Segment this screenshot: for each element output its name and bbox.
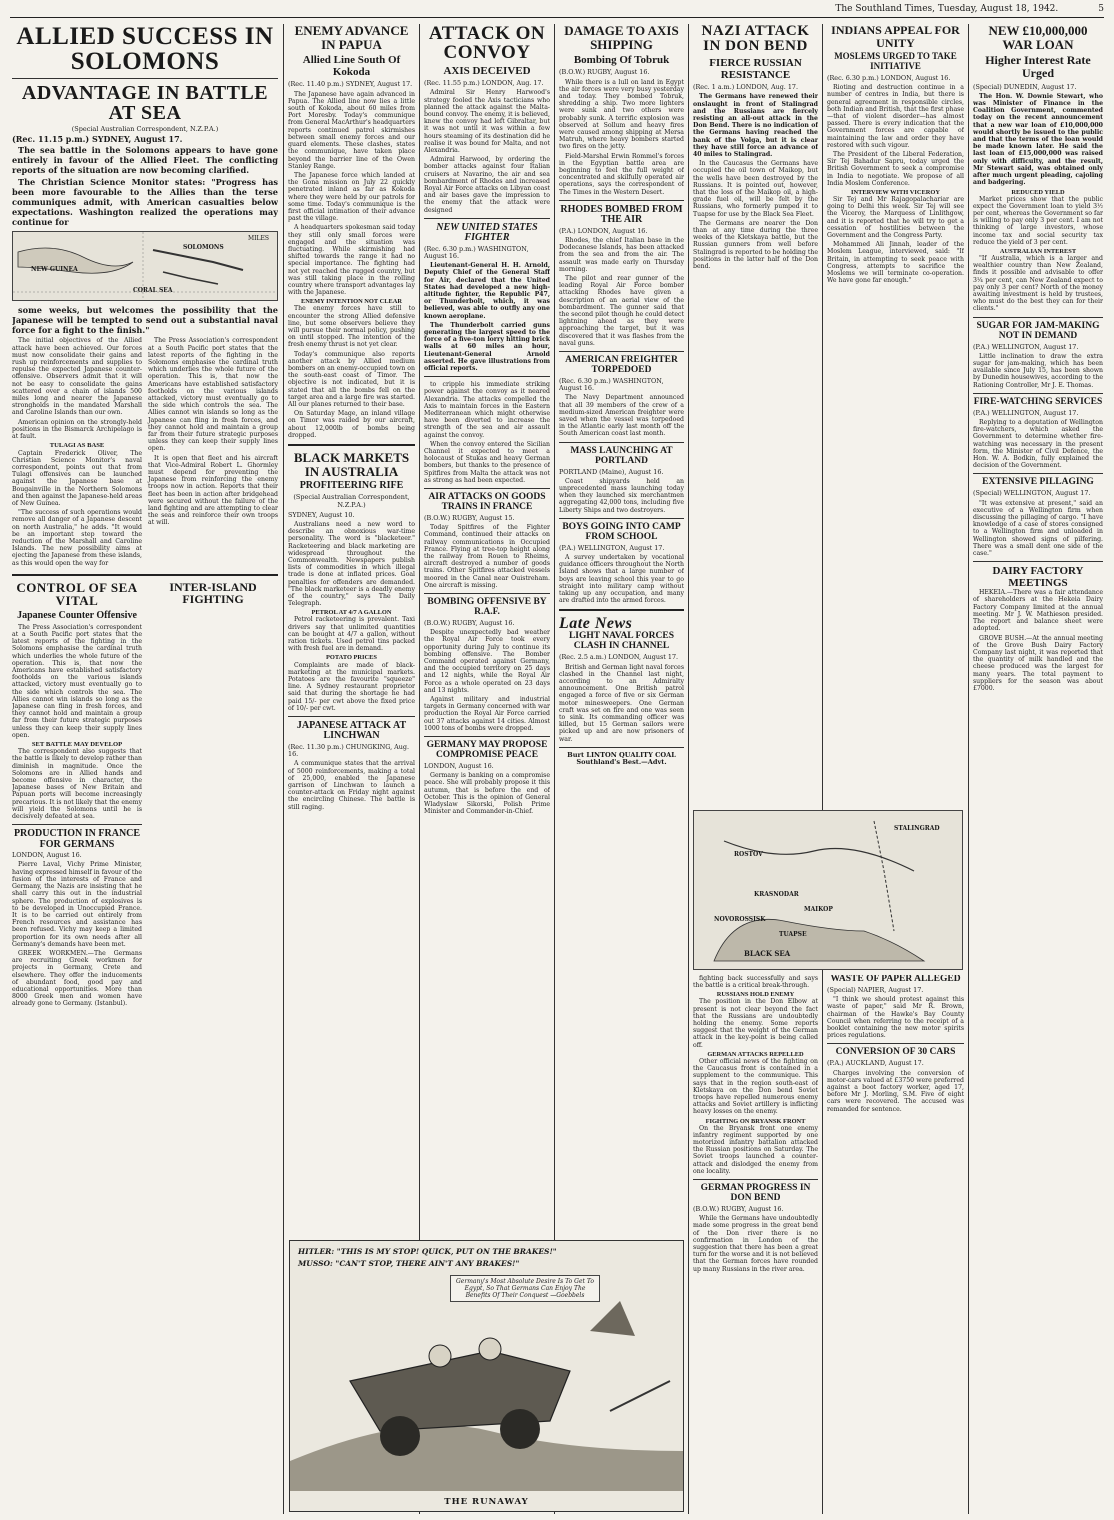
masthead-page: 5 [1098,4,1104,14]
advertisement: Burt LINTON QUALITY COAL Southland's Best.—Advt. [567,750,676,766]
headline-waste-paper: WASTE OF PAPER ALLEGED [830,975,961,984]
article-paragraph: Rioting and destruction continue in a number of centres in India, but there is general agreement in responsible circles, both Indian and British, that the first phase—that of violent disorder—has almost passed. There is every indication that the Government forces are capable of maintaining the law and order they have restored with such vigour. [827,84,964,149]
headline-damage-axis-shipping: DAMAGE TO AXIS SHIPPING [564,24,679,52]
headline-linchwan: JAPANESE ATTACK AT LINCHWAN [296,719,407,742]
headline-control-of-sea: CONTROL OF SEA VITAL [16,579,138,608]
subheadline: Bombing Of Tobruk [573,54,670,67]
subheading: TULAGI AS BASE [49,442,105,450]
article-paragraph: Other official news of the fighting on the Caucasus front is contained in a supplement to the communique. This says that in the region south-east of Kletskaya on the Don bend Soviet troops have repelled numerous enemy attacks and Soviet artillery is inflicting heavy losses on the enemy. [693,1057,818,1116]
article-paragraph: Little inclination to draw the extra sugar for jam-making, which has been available since July 15, has been shown by Dunedin housewives, according to the Rationing Controller, Mr J. E. Thomas. [973,352,1103,389]
subheading: FIGHTING ON BRYANSK FRONT [705,1117,806,1125]
article-paragraph: The Navy Department announced that all 39 members of the crew of a medium-sized American freighter were saved when the vessel was torpedoed in the Atlantic early last month off the South American coast last month. [559,394,684,438]
article-paragraph: Admiral Sir Henry Harwood's strategy fooled the Axis tacticians who planned the attack against the Malta-bound convoy. The enemy, it is believed, knew the convoy had left Gibraltar, but it was not until it was within a few hours steaming of its destination did he realise it was bound for Malta, and not Alexandria. [424,89,550,154]
article-paragraph: On Saturday Mage, an inland village on Timor was raided by our aircraft, about 12,000lb of bombs being dropped. [288,410,415,439]
map-label-solomons: SOLOMONS [183,244,224,252]
dateline: (B.O.W.) RUGBY, August 15. [424,513,515,522]
article-paragraph: Germany is banking on a compromise peace. She will probably propose it this autumn, that is before the end of October. This is the opinion of General Wladyslaw Sikorski, Polish Prime Minister and Commander-in-Chief. [424,772,550,816]
map-label-tuapse: TUAPSE [779,931,807,938]
subheading: PETROL AT 4/7 A GALLON [311,609,392,617]
headline-pillaging: EXTENSIVE PILLAGING [982,477,1094,488]
map-label-new-guinea: NEW GUINEA [31,266,78,274]
article-paragraph: Petrol racketeering is prevalent. Taxi drivers say that unlimited quantities can be bought at 4/7 a gallon, without ration tickets. Used petrol tins packed with fresh fuel are in demand. [288,616,415,653]
dateline: SYDNEY, August 10. [288,510,355,519]
dateline: (Special) NAPIER, August 17. [827,985,924,994]
column-india [827,24,964,804]
article-paragraph: The enemy forces have still to encounter the strong Allied defensive line, but some observers believe they will pursue their normal policy, pushing on until stopped. The intention of the fresh enemy thrust is not yet clear. [288,305,415,349]
subheading: REDUCED YIELD [1011,188,1065,196]
subheading: INTERVIEW WITH VICEROY [851,189,940,197]
column-convoy [424,24,550,1234]
dateline: (Rec. 11.55 p.m.) LONDON, Aug. 17. [424,79,544,88]
dateline: PORTLAND (Maine), August 16. [559,467,664,476]
dateline: LONDON, August 16. [12,851,82,860]
cartoon-speech-musso: MUSSO: "CAN'T STOP, THERE AIN'T ANY BRAKES!" [298,1259,520,1268]
article-paragraph: Sir Tej and Mr Rajagopalachariar are going to Delhi this week. Sir Tej will see the Viceroy, the Marquess of Linlithgow, and it is reported that he will try to get a cessation of hostilities between the Government and the Congress Party. [827,196,964,240]
column-rule [283,24,284,1514]
headline-war-loan: NEW £10,000,000 WAR LOAN [988,24,1088,52]
article-paragraph: Today Spitfires of the Fighter Command, continued their attacks on railway communications in Occupied France. Flying at tree-top height along the railway from Rouen to Rheims, aircraft destroyed a number of goods trains. Other Spitfires attacked vessels moored in the Canal near Ouistreham. One aircraft is missing. [424,524,550,589]
headline-nazi-attack: NAZI ATTACK IN DON BEND [701,24,810,54]
map-graphic [694,811,962,969]
article-paragraph: The Press Association's correspondent at a South Pacific port states that the latest reports of the fighting in the Solomons emphasise the cardinal truth which underlies the whole future of the operation. This is, that now the Americans have established satisfactory footholds on the various islands attacked, victory must eventually go to the side which controls the sea. The Allies cannot win islands so long as the Japanese can fling in fresh forces, and they cannot hold and maintain a group far from their future strategic purposes unless they can keep their supply lines open. [148,337,278,453]
column-axis-shipping [559,24,684,1234]
headline-attack-on-convoy: ATTACK ON CONVOY [428,24,546,63]
subheading: POTATO PRICES [326,654,377,662]
column-don-bend-continued [693,975,818,1510]
lead-paragraph: The sea battle in the Solomons appears to have gone entirely in favour of the Allied Fleet. The conflicting reports of the situation are now becoming clarified. [12,145,278,176]
subheading: RUSSIANS HOLD ENEMY [716,991,795,999]
dateline: (B.O.W.) RUGBY, August 16. [559,68,650,77]
column-solomons [12,24,278,1514]
article-paragraph: The position in the Don Elbow at present is not clear beyond the fact that the Russians are undoubtedly holding the enemy. Some reports suggest that the weight of the German attack in the key-point is being called off. [693,998,818,1049]
cartoon-speech-hitler: HITLER: "THIS IS MY STOP! QUICK, PUT ON THE BRAKES!" [298,1247,557,1256]
subheadline: AXIS DECEIVED [443,65,531,77]
article-paragraph: While there is a lull on land in Egypt the air forces were very busy yesterday and today. They bombed Tobruk, shredding a ship. Two more lighters were sunk and two others were probably sunk. A terrific explosion was observed at Sollum and heavy fires were caused among shipping at Mersa Matruh, where heavy bombers started two fires on the jetty. [559,78,684,151]
article-paragraph: When the convoy entered the Sicilian Channel it expected to meet a holocaust of Stukas and heavy German bombers, but thanks to the presence of Spitfires from Malta the attack was not as strong as had been expected. [424,440,550,484]
subheading: ENEMY INTENTION NOT CLEAR [300,298,403,306]
dateline: (B.O.W.) RUGBY, August 16. [424,618,515,627]
article-paragraph: fighting back successfully and says the battle is a critical break-through. [693,975,818,990]
map-label-stalingrad: STALINGRAD [894,825,940,832]
headline-bombing-offensive: BOMBING OFFENSIVE BY R.A.F. [427,597,547,617]
subheading: SET BATTLE MAY DEVELOP [31,741,123,748]
article-paragraph: GROVE BUSH.—At the annual meeting of the Grove Bush Dairy Factory Company last night, it was reported that the quantity of milk handled and the cheese produced was the largest for many years. The total payment to suppliers for the season was about £7000. [973,634,1103,692]
headline-us-fighter: NEW UNITED STATES FIGHTER [436,221,538,244]
map-label-coral-sea: CORAL SEA [133,287,173,295]
article-paragraph: "The success of such operations would remove all danger of a Japanese descent on north Australia," he adds. "It would be an important step toward the reduction of the Marshall and Caroline Islands. The new possibility aims at ejecting the Japanese from these islands, as this would open the way for [12,509,142,567]
article-paragraph: Lieutenant-General H. H. Arnold, Deputy Chief of the General Staff for Air, declared that the United States had developed a new high-altitude fighter, the Republic P47, or Thunderbolt, which, it was believed, was able to outfly any one known aeroplane. [424,262,550,320]
map-label-krasnodar: KRASNODAR [754,891,799,898]
masthead [10,4,1104,18]
byline: (Special Australian Correspondent, N.Z.P.A.) [293,493,410,509]
headline-boys-camp: BOYS GOING INTO CAMP FROM SCHOOL [562,521,681,542]
cartoon-the-runaway [289,1240,684,1512]
article-paragraph: The Germans have renewed their onslaught in front of Stalingrad and the Russians are fiercely resisting an all-out attack in the Don Bend. There is no indication of the Germans having reached the bank of the Volga, but it is clear they have still force an advance of 40 miles to Stalingrad. [693,93,818,159]
headline-production-france: PRODUCTION IN FRANCE FOR GERMANS [13,828,141,850]
map-label-black-sea: BLACK SEA [744,949,791,958]
map-label-novorossisk: NOVOROSSISK [714,916,766,923]
subheadline: PROFITEERING RIFE [299,480,404,492]
article-paragraph: Rhodes, the chief Italian base in the Dodecanese Islands, has been attacked from the sea and from the air. The assault was made early on Thursday morning. [559,237,684,273]
dateline: (Rec. 2.5 a.m.) LONDON, August 17. [559,653,679,662]
column-rule [822,24,823,1514]
article-paragraph: The Japanese have again advanced in Papua. The Allied line now lies a little south of Kokoda, about 60 miles from Port Moresby. Today's communique from General MacArthur's headquarters reports continued patrol skirmishes between small enemy forces and our guard elements. These clashes, states the communique, have taken place beyond the barrier line of the Owen Stanley Range. [288,90,415,170]
dateline: (Rec. 6.30 p.m.) WASHINGTON, August 16. [424,244,529,260]
article-paragraph: While the Germans have undoubtedly made some progress in the great bend of the Don river there is no confirmation in London of the suggestion that there has been a great turn for the worse and it is not believed that the German forces have rounded up many Russians in the river area. [693,1215,818,1273]
article-paragraph: Australians need a new word to describe an obnoxious war-time personality. The word is "blacketeer." Racketeering and black marketing are widespread throughout the Commonwealth. Newspapers publish lists of commodities in which illegal trade is done at inflated prices. Goal penalties for offenders are demanded. "The black marketeer is a deadly enemy of the country," says The Daily Telegraph. [288,520,415,608]
article-paragraph: In the Caucasus the Germans have occupied the oil town of Maikop, but the wells have been destroyed by the Russians. It is pointed out, however, that the loss of the Maikop oil, a high-grade fuel oil, will be felt by the Russians, who formerly pumped it to Tuapse for use by the Black Sea Fleet. [693,160,818,218]
dateline: (Rec. 6.30 p.m.) LONDON, August 16. [827,73,951,82]
late-news-heading: Late News [559,615,633,633]
article-paragraph: The Thunderbolt carried guns generating the largest speed to the force of a five-ton lorry hitting brick walls at 60 miles an hour, Lieutenant-General Arnold asserted. He gave illustrations from official reports. [424,321,550,372]
headline-german-progress: GERMAN PROGRESS IN DON BEND [700,1183,811,1203]
article-paragraph: Replying to a deputation of Wellington fire-watchers, which asked the Government to determine whether fire-watching was necessary in the present form, the Minister of Civil Defence, the Hon. W. A. Bodkin, fully explained the decision of the Government. [973,418,1103,470]
cartoon-drawing [290,1261,683,1491]
column-war-loan [973,24,1103,1514]
lead-paragraph: some weeks, but welcomes the possibility that the Japanese will be tempted to send out a substantial naval force for a fight to the finish." [12,305,278,336]
article-paragraph: Against military and industrial targets in Germany concerned with war production the Royal Air Force carried out 37 attacks against 14 cities. Almost 1000 tons of bombs were dropped. [424,695,550,732]
subheading: GERMAN ATTACKS REPELLED [707,1050,804,1058]
headline-indians-appeal: INDIANS APPEAL FOR UNITY [831,24,960,50]
article-paragraph: Complaints are made of black-marketing at the municipal markets. Potatoes are the favourite "squeeze" line. A Sydney restaurant proprietor said that during the shortage he had paid 15/- per cwt above the fixed price of 10/- per cwt. [288,661,415,712]
solomons-map [12,231,278,301]
dateline: LONDON, August 16. [424,761,494,770]
article-paragraph: On the Bryansk front one enemy infantry regiment supported by one motorized infantry battalion attacked the Russian positions on Saturday. The Soviet troops launched a counter-attack and dislodged the enemy from one locality. [693,1124,818,1175]
article-paragraph: Pierre Laval, Vichy Prime Minister, having expressed himself in favour of the fusion of the interests of France and Germany, the Nazis are insisting that he shall carry this out in the industrial sphere. The production of explosives is to be developed in Unoccupied France. It is to be carried out entirely from French resources and assistance has been refused. Vichy may keep a limited proportion for its own needs after all Germany's demands have been met. [12,861,142,948]
article-paragraph: The President of the Liberal Federation, Sir Tej Bahadur Sapru, today urged the British Government to seek a compromise in India to negotiate. We propose of all India Moslem Conference. [827,151,964,187]
headline-allied-success: ALLIED SUCCESS IN SOLOMONS [16,24,274,75]
headline-dairy-factory: DAIRY FACTORY MEETINGS [992,565,1084,589]
dateline: (Special) WELLINGTON, August 17. [973,489,1091,498]
dateline: (Special) DUNEDIN, August 17. [973,82,1077,91]
subheading: AUSTRALIAN INTEREST [999,247,1077,255]
column-rule [968,24,969,1514]
dateline: (P.A.) LONDON, August 16. [559,226,648,235]
dateline: (P.A.) WELLINGTON, August 17. [973,408,1079,417]
headline-goods-trains: AIR ATTACKS ON GOODS TRAINS IN FRANCE [428,492,546,513]
article-paragraph: to cripple his immediate striking power against the convoy as it neared Alexandria. The attacks compelled the Axis to maintain forces in the Eastern Mediterranean which might otherwise have been diverted to increase the strength of the sea and air assault against the convoy. [424,381,550,439]
headline-channel-clash: LIGHT NAVAL FORCES CLASH IN CHANNEL [568,631,675,652]
article-paragraph: The correspondent also suggests that the battle is likely to develop rather than diminish in magnitude. Once the Solomons are in Allied hands and become offensive in character, the Japanese bases of New Britain and Papuan ports will become increasingly precarious. It is not likely that the enemy will yield the Solomons until he is decisively defeated at sea. [12,748,142,821]
article-paragraph: "I think we should protest against this waste of paper," said Mr R. Brown, chairman of the Hawke's Bay County Council when referring to the receipt of a booklet containing the new motor spirits prices regulations. [827,996,964,1040]
headline-mass-launching: MASS LAUNCHING AT PORTLAND [570,445,673,466]
dateline: (P.A.) WELLINGTON, August 17. [559,543,665,552]
article-paragraph: Mohammed Ali Jinnah, leader of the Moslem League, interviewed, said: "If Britain, in attempting to seek peace with Congress, attempts to sacrifice the Moslems we will terminate co-operation. We have gone far enough." [827,241,964,285]
dateline: (B.O.W.) RUGBY, August 16. [693,1204,784,1213]
subheadline: Japanese Counter Offensive [17,609,137,621]
map-scale-label: MILES [248,235,269,243]
headline-rhodes-bombed: RHODES BOMBED FROM THE AIR [560,203,683,226]
article-paragraph: "If Australia, which is a larger and wealthier country than New Zealand, finds it possible and advisable to offer 3¼ per cent, can New Zealand expect to pay only 3 per cent? North of the money awaiting investment is held by trustees, who must do the best they can for their clients." [973,255,1103,313]
article-paragraph: The Press Association's correspondent at a South Pacific port states that the latest reports of the fighting in the Solomons emphasise the cardinal truth which underlies the whole future of the operation. This is, that now the Americans have established satisfactory footholds on the various islands attacked, victory must eventually go to the side which controls the sea. The Allies cannot win islands so long as the Japanese can fling in fresh forces, and they cannot hold and maintain a group far from their future strategic purposes unless they can keep their supply lines open. [12,623,142,739]
article-paragraph: Market prices show that the public expect the Government loan to yield 3½ per cent, whereas the Government so far is willing to pay only 3 per cent. I am not thinking of large investors, whose income tax and social security tax reduce the yield of 3 per cent. [973,195,1103,246]
article-paragraph: "It was extensive at present," said an executive of a Wellington firm when discussing the pillaging of cargo. "I have knowledge of a case of stores consigned to a Wellington firm and unloaded in Wellington showed signs of pilfering. There was a small dent one side of the case." [973,499,1103,557]
dateline: (Rec. 11.30 p.m.) CHUNGKING, Aug. 16. [288,742,410,759]
headline-advantage: ADVANTAGE IN BATTLE AT SEA [21,82,269,124]
article-paragraph: British and German light naval forces clashed in the Channel last night, according to an Admiralty announcement. One British patrol engaged a force of five or six German motor minesweepers. One German craft was set on fire and one was seen to sink. Its commanding officer was killed, but 15 German sailors were picked up and are now prisoners of war. [559,663,684,743]
article-paragraph: Despite unexpectedly bad weather the Royal Air Force took every opportunity during July to continue its bombing offensive. The Bomber Command operated against Germany, and the occupied territory on 25 days and 12 nights, while the Royal Air Force as a whole operated on 23 days and 13 nights. [424,629,550,694]
article-paragraph: HEKEIA.—There was a fair attendance of shareholders at the Hekeia Dairy Factory Company limited at the annual meeting. Mr J. W. Mathieson presided. The report and balance sheet were adopted. [973,589,1103,633]
headline-sugar: SUGAR FOR JAM-MAKING NOT IN DEMAND [976,320,1100,341]
article-paragraph: GREEK WORKMEN.—The Germans are recruiting Greek workmen for projects in Germany, Crete and elsewhere. They offer the inducements of abundant food, good pay and educational opportunities. More than 8000 Greek men and women have already gone to Germany. (Istanbul). [12,949,142,1008]
caucasus-map [693,810,963,970]
dateline: (P.A.) WELLINGTON, August 17. [973,342,1079,351]
lead-paragraph: The Christian Science Monitor states: "Progress has been more favourable to the Allies than the terse communiques admit, with American casualties below expectations. Washington realized the operations may continue for [12,177,278,228]
article-paragraph: A communique states that the arrival of 5000 reinforcements, making a total of 25,000, enabled the Japanese garrison of Linchwan to launch a counter-attack on Friday night against the encircling Chinese. The battle is still raging. [288,760,415,811]
article-paragraph: A headquarters spokesman said today they still only small forces were engaged and the situation was fluctuating. While skirmishing had shifted towards the range it had no special importance. The fighting had not yet reached the rugged country, but was still taking place in the rolling country where transport advantages lay with the Japanese. [288,224,415,297]
article-paragraph: The Germans are nearer the Don than at any time during the three weeks of the Kletskaya battle, but the Russian gunners from well before Stalingrad is reported to be holding the positions in the latter half of the Don bend. [693,219,818,271]
subheadline: Allied Line South Of Kokoda [302,54,401,79]
headline-inter-island: INTER-ISLAND FIGHTING [169,579,257,607]
subheadline: FIERCE RUSSIAN RESISTANCE [709,57,802,82]
article-paragraph: The pilot and rear gunner of the leading Royal Air Force bomber attacking Rhodes have given a description of an aerial view of the bombardment. The gunner said that the second pilot though he could detect lightning ahead as they were approaching the target, but it was discovered that it was flashes from the naval guns. [559,275,684,347]
dateline: (Rec. 11.15 p.m.) SYDNEY, August 17. [12,134,183,145]
dateline: (Rec. 6.30 p.m.) WASHINGTON, August 16. [559,377,664,393]
subheadline: Higher Interest Rate Urged [985,53,1091,81]
dateline: (P.A.) AUCKLAND, August 17. [827,1059,924,1068]
article-paragraph: The Japanese force which landed at the Gona mission on July 22 quickly penetrated inland as far as Kokoda where they were held by our patrols for some time. Today's communique is the first official intimation of their advance past the village. [288,171,415,223]
article-paragraph: It is open that fleet and his aircraft that Vice-Admiral Robert L. Ghormley must depend for preventing the Japanese from reinforcing the enemy troops now in action. Reports that their fleet has been in action after bridgehead were secured without the failure of the land fighting and are attempting to clear the seas and reinforce their own troops at will. [148,454,278,527]
headline-compromise-peace: GERMANY MAY PROPOSE COMPROMISE PEACE [426,740,548,760]
map-label-rostov: ROSTOV [734,851,763,858]
headline-black-markets: BLACK MARKETS IN AUSTRALIA [293,450,410,479]
article-paragraph: Field-Marshal Erwin Rommel's forces in the Egyptian battle area are beginning to feel the full weight of concentrated and skilfully operated air operations, says the correspondent of The Times in the Western Desert. [559,152,684,196]
cartoon-caption: THE RUNAWAY [444,1497,529,1507]
headline-fire-watching: FIRE-WATCHING SERVICES [973,396,1103,407]
column-rule [688,24,689,1514]
dateline: (Rec. 11.40 p.m.) SYDNEY, August 17. [288,80,413,89]
headline-conversion-cars: CONVERSION OF 30 CARS [835,1047,956,1058]
map-label-maikop: MAIKOP [804,906,833,913]
dateline: (Rec. 1 a.m.) LONDON, Aug. 17. [693,83,799,92]
article-paragraph: Today's communique also reports another attack by Allied medium bombers on an enemy-occupied town on the south-east coast of Timor. The objective is not indicated, but it is stated that all the bombs fell on the target area and a large fire was started. All our planes returned to their base. [288,350,415,409]
article-paragraph: Captain Frederick Oliver, The Christian Science Monitor's naval correspondent, points out that from Tulagi offensives can be launched against the Japanese base at Bougainville in the Northern Solomons and then against the Japanese-held areas of New Guinea. [12,449,142,507]
article-paragraph: Coast shipyards held an unprecedented mass launching today when they launched six merchantmen aggregating 42,000 tons, including five Liberty Ships and two destroyers. [559,477,684,514]
headline-enemy-advance: ENEMY ADVANCE IN PAPUA [294,24,409,52]
byline: (Special Australian Correspondent, N.Z.P.A.) [71,125,219,133]
article-paragraph: American opinion on the strongly-held positions in the Bismarck Archipelago is at fault. [12,418,142,441]
article-paragraph: Charges involving the conversion of motor-cars valued at £3750 were preferred against a boot factory worker, aged 17, before Mr J. Morling, S.M. Five of eight cars were recovered. The accused was remanded for sentence. [827,1069,964,1113]
headline-freighter-torpedoed: AMERICAN FREIGHTER TORPEDOED [565,355,678,376]
subheadline: MOSLEMS URGED TO TAKE INITIATIVE [834,51,957,72]
article-paragraph: The initial objectives of the Allied attack have been achieved. Our forces must now consolidate their gains and rush up reinforcements and supplies to repulse the expected Japanese counter-offensive. Observers admit that it will not be easy to consolidate the gains scattered over a chain of islands 500 miles long and nearer the Japanese strongholds in the mandated Marshall and Caroline Islands than our own. [12,337,142,417]
cartoon-sign: Germany's Most Absolute Desire Is To Get To Egypt, So That Germans Can Enjoy The Benefits Of Their Conquest —Goebbels [450,1275,600,1302]
masthead-paper: The Southland Times, Tuesday, August 18, 1942. [835,4,1059,14]
column-nz-news [827,975,964,1510]
article-paragraph: Admiral Harwood, by ordering the bomber attacks against four Italian cruisers at Navarino, the air and sea bombardment of Rhodes and increased Royal Air Force attacks on Libyan coast and air bases gave the impression to the enemy that the attack were designed [424,156,550,214]
article-paragraph: The Hon. W. Downie Stewart, who was Minister of Finance in the Coalition Government, commented today on the recent announcement that a new war loan of £10,000,000 would shortly be issued to the public and that the terms of the loan would be made known later. He said the last loan of £15,000,000 was raised only with difficulty, and the result, Mr Stewart said, was obtained only after much urgent pleading, cajoling and badgering. [973,92,1103,187]
article-paragraph: A survey undertaken by vocational guidance officers throughout the North Island shows that a large number of boys are leaving school this year to go straight into military camp without taking up any occupation, and many are drafted into the armed forces. [559,553,684,605]
